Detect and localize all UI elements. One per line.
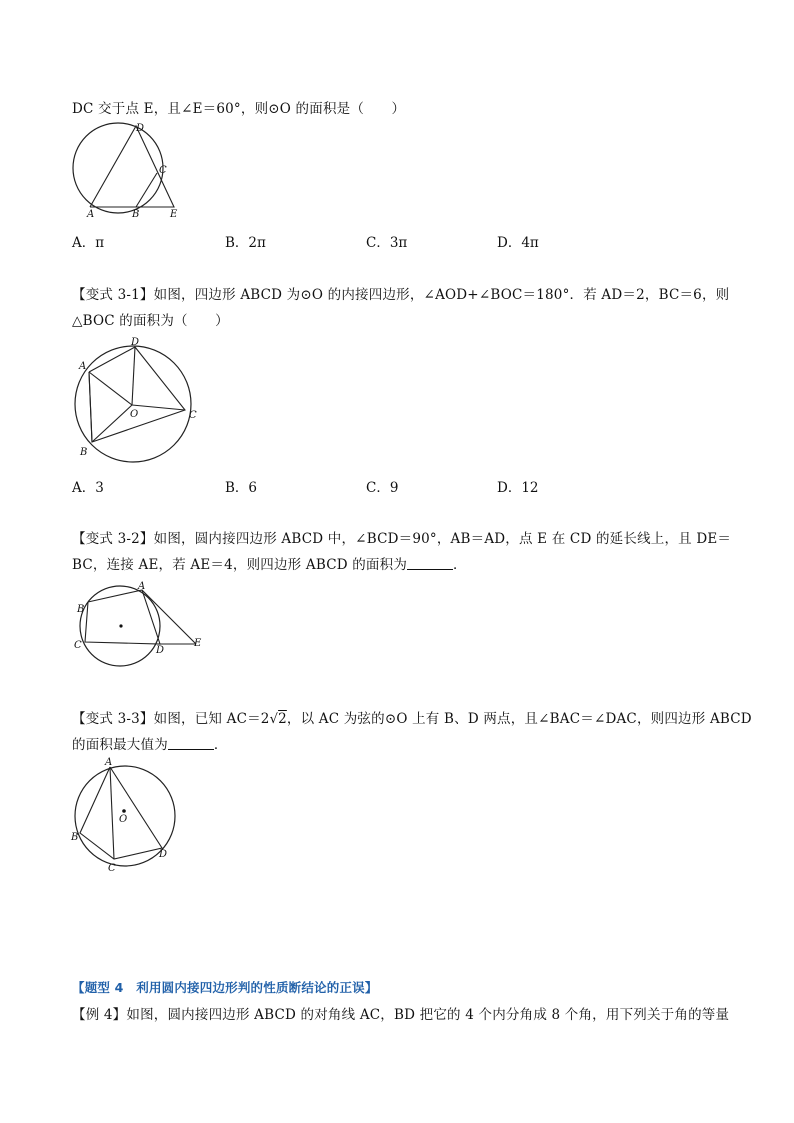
v33-label-d: D	[159, 849, 168, 860]
v32-stem-end: ．	[453, 557, 467, 573]
q3-option-d[interactable]: D．4π	[497, 235, 539, 251]
v31-stem-line1: 【变式 3-1】如图，四边形 ABCD 为⊙O 的内接四边形，∠AOD+∠BOC＝180°．若 AD＝2，BC＝6，则	[72, 287, 730, 303]
v33-stem-text-b: ，以 AC 为弦的⊙O 上有 B、D 两点，且∠BAC＝∠DAC，则四边形 ABCD	[286, 711, 752, 727]
v33-sqrt-radicand: 2	[278, 711, 287, 727]
v31-label-c: C	[189, 410, 197, 421]
v33-label-b: B	[71, 832, 79, 843]
v31-option-c[interactable]: C．9	[366, 480, 399, 496]
q3-option-b[interactable]: B．2π	[225, 235, 266, 251]
q3-label-a: A	[87, 209, 95, 220]
q3-label-b: B	[132, 209, 140, 220]
v33-stem-line1	[72, 707, 752, 727]
v31-option-b[interactable]: B．6	[225, 480, 258, 496]
v33-stem-end: ．	[213, 737, 228, 753]
v32-label-a: A	[138, 581, 146, 592]
q3-label-d: D	[136, 123, 145, 134]
q3-label-e: E	[170, 209, 178, 220]
q3-stem: DC 交于点 E，且∠E＝60°，则⊙O 的面积是（ ）	[72, 101, 406, 117]
q3-label-c: C	[159, 165, 167, 176]
v31-stem-line2: △BOC 的面积为（ ）	[72, 313, 229, 329]
v33-label-a: A	[105, 757, 113, 768]
v31-option-a[interactable]: A．3	[72, 480, 104, 496]
v31-option-d[interactable]: D．12	[497, 480, 539, 496]
type4-heading: 【题型 4 利用圆内接四边形判的性质断结论的正误】	[72, 980, 378, 995]
v32-figure	[70, 578, 210, 673]
v33-stem-text-c: 的面积最大值为	[72, 737, 168, 753]
sqrt-symbol: √	[269, 712, 279, 727]
q3-option-a[interactable]: A．π	[72, 235, 105, 251]
v33-answer-blank[interactable]	[168, 737, 214, 750]
q3-option-c[interactable]: C．3π	[366, 235, 408, 251]
v33-label-c: C	[108, 863, 116, 874]
v33-label-o: O	[119, 814, 128, 825]
v31-figure	[70, 334, 205, 464]
v32-stem-line2	[72, 553, 467, 573]
v31-label-a: A	[79, 361, 87, 372]
v32-label-e: E	[194, 638, 202, 649]
v32-answer-blank[interactable]	[407, 557, 453, 570]
v32-stem-text: BC，连接 AE，若 AE＝4，则四边形 ABCD 的面积为	[72, 557, 408, 573]
v31-label-d: D	[131, 337, 140, 348]
v33-stem-text-a: 【变式 3-3】如图，已知 AC＝2	[72, 711, 270, 727]
v33-stem-line2	[72, 733, 228, 753]
v33-figure	[68, 756, 193, 876]
v32-label-b: B	[77, 604, 85, 615]
v32-label-d: D	[156, 645, 165, 656]
v31-label-b: B	[80, 447, 88, 458]
ex4-stem: 【例 4】如图，圆内接四边形 ABCD 的对角线 AC，BD 把它的 4 个内分角成 8 个角，用下列关于角的等量	[72, 1007, 730, 1023]
q3-figure	[70, 118, 190, 223]
v31-label-o: O	[130, 409, 139, 420]
v32-stem-line1: 【变式 3-2】如图，圆内接四边形 ABCD 中，∠BCD＝90°，AB＝AD，点 E 在 CD 的延长线上，且 DE＝	[72, 531, 732, 547]
v32-label-c: C	[74, 640, 82, 651]
